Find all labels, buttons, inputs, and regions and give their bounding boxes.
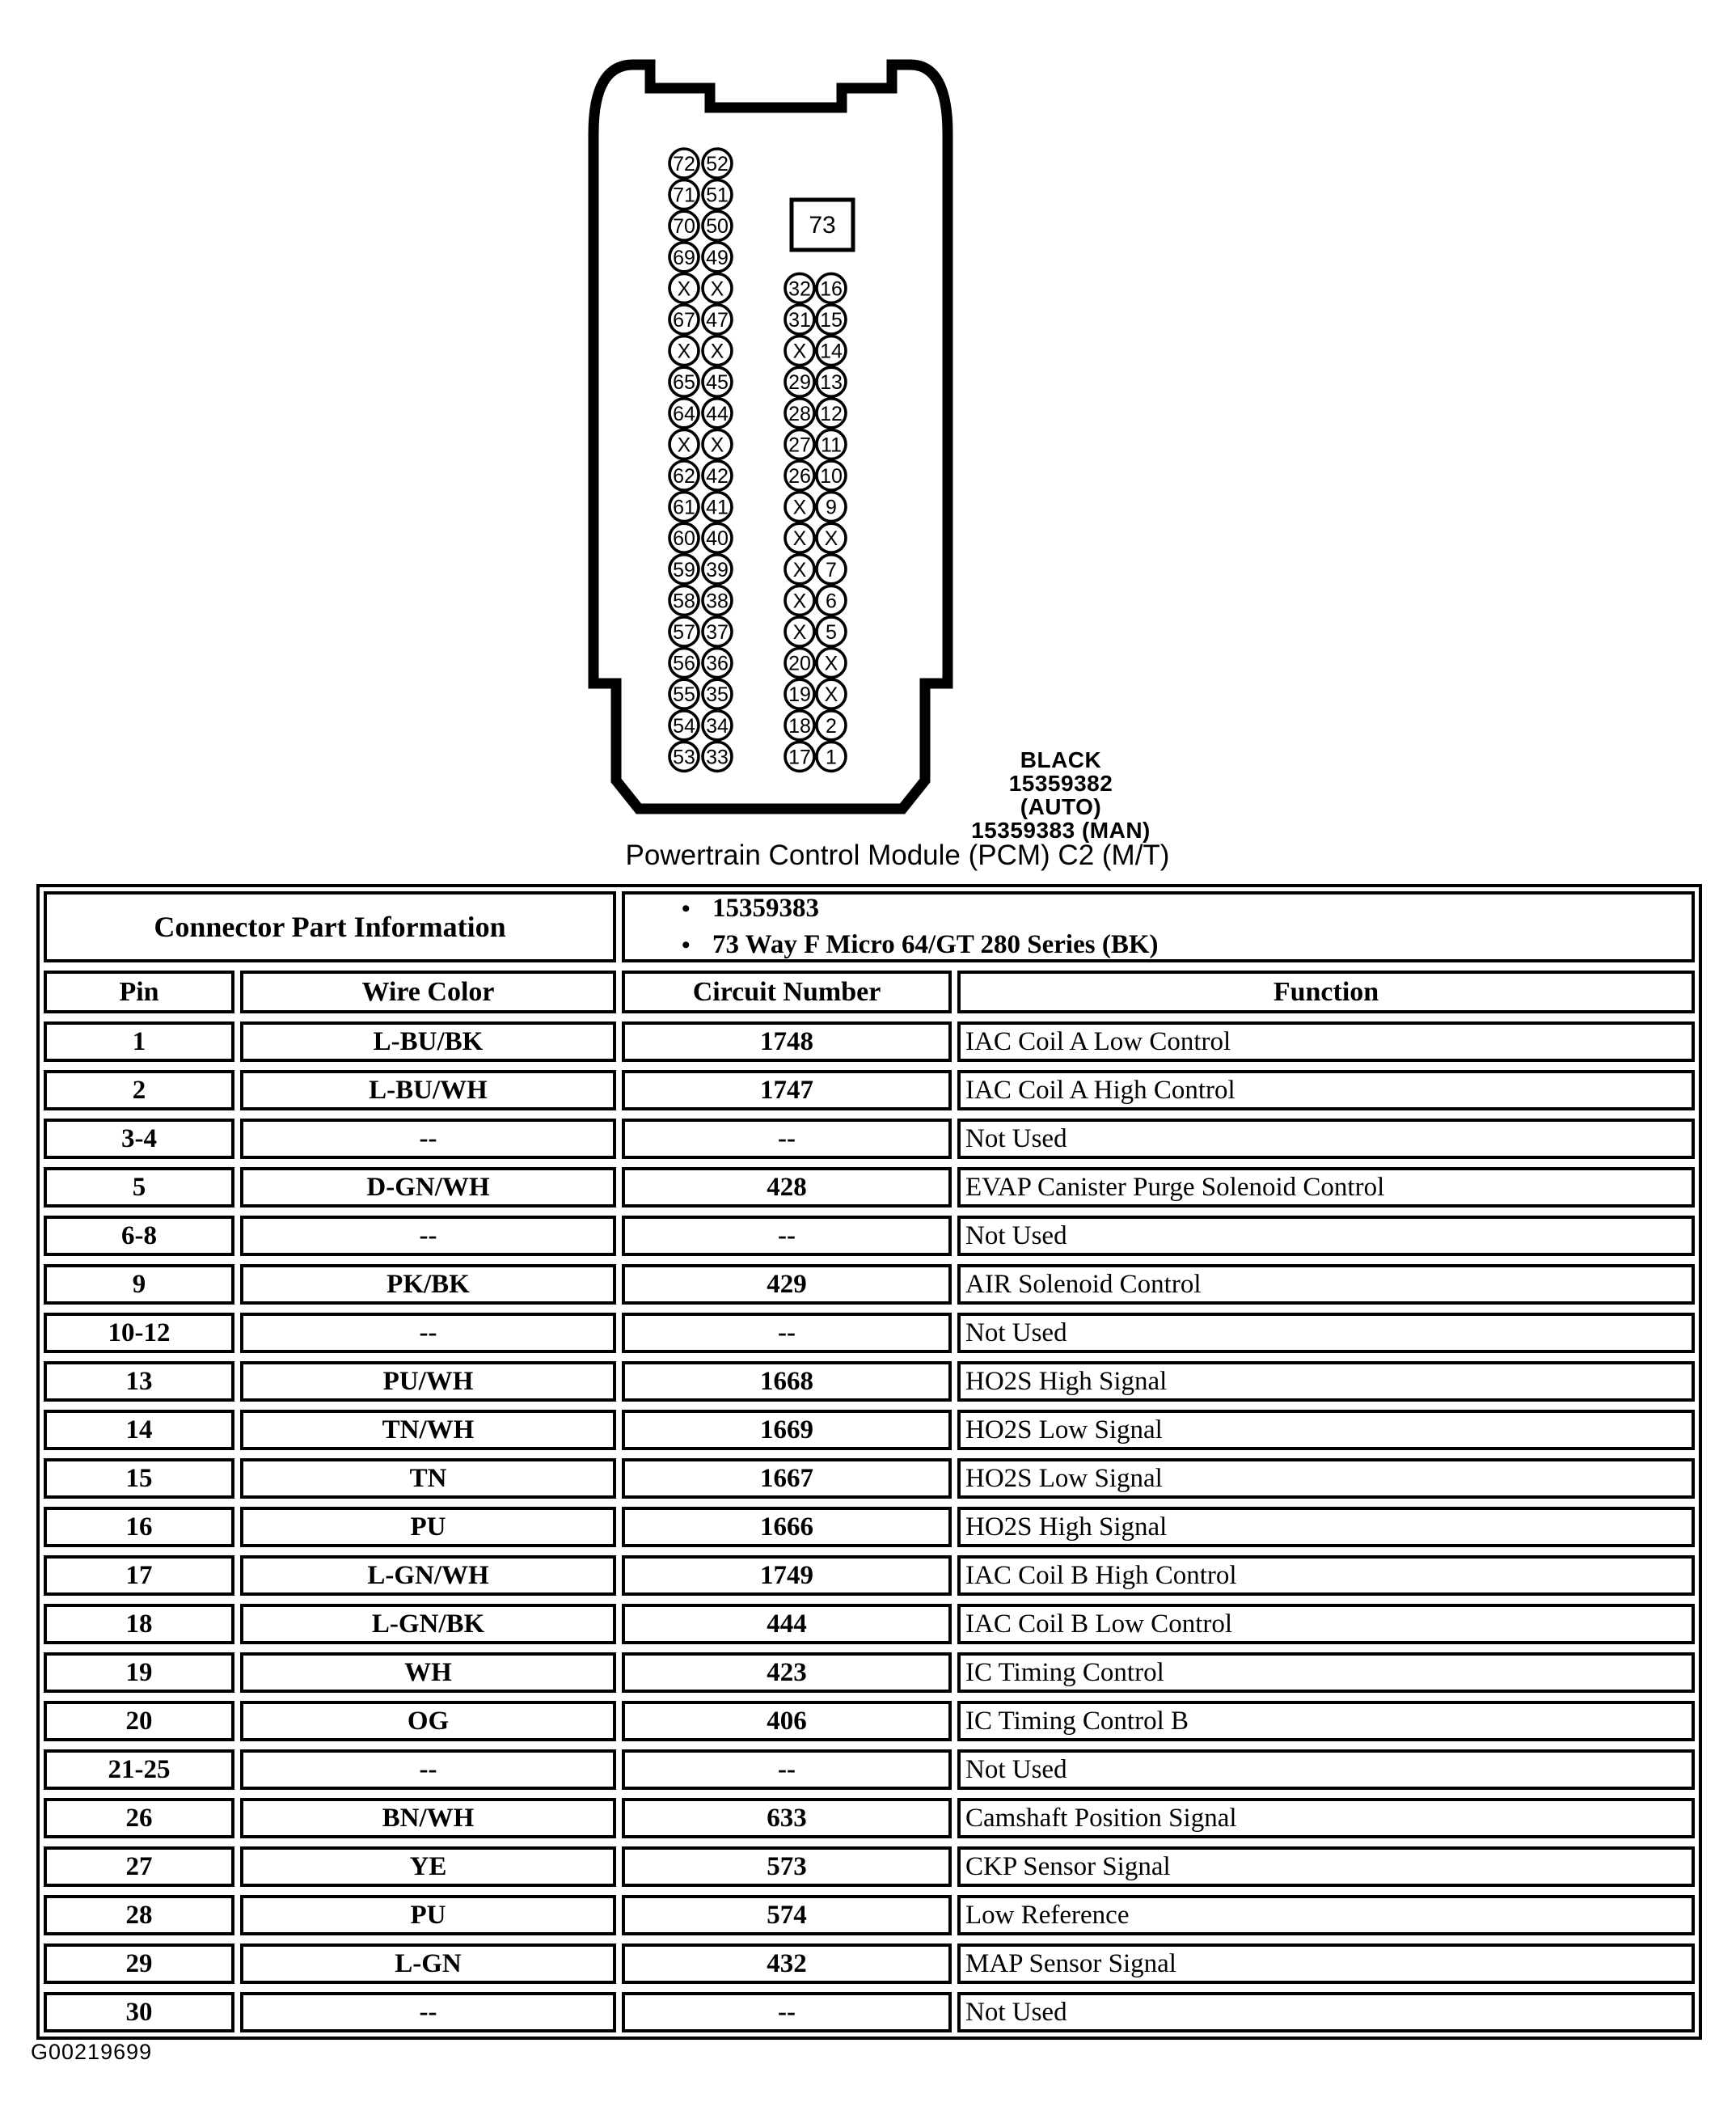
pin-number: 40 — [706, 527, 729, 551]
table-row — [44, 1798, 1695, 1838]
pin-number: 41 — [706, 496, 729, 519]
wire-color-cell: PU/WH — [240, 1361, 616, 1402]
circuit-number-cell: 406 — [622, 1701, 952, 1741]
pin-cell: 10-12 — [44, 1313, 234, 1353]
part-info-bullet-item: • 15359383 — [682, 891, 1692, 927]
pin-cell: 5 — [44, 1167, 234, 1208]
table-row — [44, 1604, 1695, 1644]
pin-number: 38 — [706, 590, 729, 613]
pin-number: 15 — [820, 309, 843, 332]
pin-number: X — [710, 434, 724, 457]
pin-number: 72 — [673, 153, 695, 176]
pin-number: 50 — [706, 215, 729, 239]
pin-cell: 9 — [44, 1264, 234, 1305]
pin-number: 14 — [820, 340, 843, 363]
function-cell: HO2S High Signal — [957, 1507, 1695, 1547]
circuit-number-cell: 1668 — [622, 1361, 952, 1402]
pin-number: 39 — [706, 558, 729, 582]
function-cell: HO2S Low Signal — [957, 1458, 1695, 1499]
table-row — [44, 1992, 1695, 2032]
pin-number: 13 — [820, 371, 843, 395]
table-row — [44, 1167, 1695, 1208]
pin-number: 42 — [706, 465, 729, 488]
pin-number: 7 — [826, 558, 837, 582]
pin-number: 49 — [706, 246, 729, 269]
wire-color-cell: -- — [240, 1216, 616, 1256]
pin-number: 20 — [788, 652, 811, 675]
pin-number: 61 — [673, 496, 695, 519]
function-cell: Not Used — [957, 1749, 1695, 1790]
pin-number: 71 — [673, 184, 695, 207]
pin-number: 19 — [788, 683, 811, 707]
function-cell: CKP Sensor Signal — [957, 1846, 1695, 1887]
wire-color-cell: BN/WH — [240, 1798, 616, 1838]
pin-number: X — [824, 683, 838, 707]
part-info-header-row — [44, 891, 1695, 962]
circuit-number-cell: 574 — [622, 1895, 952, 1935]
pin-number: 11 — [821, 434, 842, 457]
function-cell: Camshaft Position Signal — [957, 1798, 1695, 1838]
function-cell: IC Timing Control — [957, 1652, 1695, 1693]
circuit-number-cell: 1748 — [622, 1021, 952, 1062]
table-row — [44, 1070, 1695, 1110]
wire-color-cell: WH — [240, 1652, 616, 1693]
pin-number: X — [677, 340, 691, 363]
pin-number: X — [710, 277, 724, 301]
pin-number: 45 — [706, 371, 729, 395]
function-cell: Low Reference — [957, 1895, 1695, 1935]
column-header-cell: Function — [957, 971, 1695, 1013]
function-cell: MAP Sensor Signal — [957, 1943, 1695, 1984]
pin-number: 36 — [706, 652, 729, 675]
pin-number: X — [792, 621, 807, 644]
pin-number: 57 — [673, 621, 695, 644]
pin-number: 17 — [788, 746, 811, 769]
function-cell: EVAP Canister Purge Solenoid Control — [957, 1167, 1695, 1208]
circuit-number-cell: -- — [622, 1119, 952, 1159]
column-header-cell: Circuit Number — [622, 971, 952, 1013]
pin-cell: 15 — [44, 1458, 234, 1499]
pin-number: X — [792, 527, 807, 551]
table-row — [44, 1507, 1695, 1547]
table-row — [44, 1410, 1695, 1450]
table-row — [44, 1313, 1695, 1353]
pin-number: 67 — [673, 309, 695, 332]
pin-number: 52 — [706, 153, 729, 176]
table-row — [44, 1216, 1695, 1256]
pin-number: 53 — [673, 746, 695, 769]
pin-number: 62 — [673, 465, 695, 488]
circuit-number-cell: -- — [622, 1216, 952, 1256]
table-row — [44, 1458, 1695, 1499]
function-cell: Not Used — [957, 1119, 1695, 1159]
pin-number: X — [824, 527, 838, 551]
pin-number: 55 — [673, 683, 695, 707]
circuit-number-cell: 428 — [622, 1167, 952, 1208]
pin-number: 56 — [673, 652, 695, 675]
pin-number: 65 — [673, 371, 695, 395]
pin-number: 2 — [826, 714, 837, 738]
pinout-table — [36, 884, 1702, 2040]
circuit-number-cell: 423 — [622, 1652, 952, 1693]
function-cell: IAC Coil A Low Control — [957, 1021, 1695, 1062]
pin-cell: 20 — [44, 1701, 234, 1741]
pin-cell: 1 — [44, 1021, 234, 1062]
pin-cell: 14 — [44, 1410, 234, 1450]
pin-cell: 30 — [44, 1992, 234, 2032]
pin-cell: 18 — [44, 1604, 234, 1644]
function-cell: HO2S Low Signal — [957, 1410, 1695, 1450]
table-row — [44, 1119, 1695, 1159]
pin-number: 16 — [820, 277, 843, 301]
figure-id-footer: G00219699 — [31, 2040, 153, 2064]
circuit-number-cell: 1666 — [622, 1507, 952, 1547]
pin-number: X — [824, 652, 838, 675]
column-header-cell: Pin — [44, 971, 234, 1013]
wire-color-cell: PK/BK — [240, 1264, 616, 1305]
connector-outline — [593, 65, 948, 809]
pin-number: X — [792, 558, 807, 582]
function-cell: IAC Coil A High Control — [957, 1070, 1695, 1110]
keying-box-label: 73 — [809, 212, 836, 239]
circuit-number-cell: 573 — [622, 1846, 952, 1887]
wire-color-cell: OG — [240, 1701, 616, 1741]
pin-cell: 29 — [44, 1943, 234, 1984]
pin-number: 44 — [706, 402, 729, 425]
wire-color-cell: TN — [240, 1458, 616, 1499]
circuit-number-cell: 1669 — [622, 1410, 952, 1450]
pin-number: 28 — [788, 402, 811, 425]
connector-color-label — [967, 748, 1155, 842]
function-cell: Not Used — [957, 1216, 1695, 1256]
function-cell: IAC Coil B High Control — [957, 1555, 1695, 1596]
pin-cell: 26 — [44, 1798, 234, 1838]
table-row — [44, 1361, 1695, 1402]
part-info-label-cell: Connector Part Information — [44, 891, 616, 962]
pin-number: 34 — [706, 714, 729, 738]
pin-number: 32 — [788, 277, 811, 301]
pin-cell: 21-25 — [44, 1749, 234, 1790]
column-header-row — [44, 971, 1695, 1013]
table-row — [44, 1021, 1695, 1062]
pin-number: 27 — [788, 434, 811, 457]
wire-color-cell: D-GN/WH — [240, 1167, 616, 1208]
pin-number: 47 — [706, 309, 729, 332]
wire-color-cell: PU — [240, 1507, 616, 1547]
pin-number: 29 — [788, 371, 811, 395]
pin-number: 58 — [673, 590, 695, 613]
table-row — [44, 1701, 1695, 1741]
pin-number: 1 — [826, 746, 837, 769]
table-row — [44, 1555, 1695, 1596]
pin-number: 12 — [820, 402, 843, 425]
pin-number: 37 — [706, 621, 729, 644]
pin-number: 31 — [788, 309, 811, 332]
pin-number: 5 — [826, 621, 837, 644]
wire-color-cell: L-GN/WH — [240, 1555, 616, 1596]
pin-cell: 28 — [44, 1895, 234, 1935]
wire-color-cell: -- — [240, 1119, 616, 1159]
column-header-cell: Wire Color — [240, 971, 616, 1013]
pin-cell: 6-8 — [44, 1216, 234, 1256]
connector-color: BLACK — [1020, 747, 1102, 772]
function-cell: AIR Solenoid Control — [957, 1264, 1695, 1305]
table-row — [44, 1895, 1695, 1935]
connector-diagram — [534, 32, 986, 849]
figure-caption: Powertrain Control Module (PCM) C2 (M/T) — [625, 840, 1170, 871]
pin-cell: 2 — [44, 1070, 234, 1110]
wire-color-cell: -- — [240, 1992, 616, 2032]
function-cell: HO2S High Signal — [957, 1361, 1695, 1402]
wire-color-cell: -- — [240, 1313, 616, 1353]
pin-number: X — [677, 434, 691, 457]
pin-number: 18 — [788, 714, 811, 738]
pin-number: X — [677, 277, 691, 301]
connector-part-auto: 15359382 (AUTO) — [1008, 771, 1113, 819]
pin-number: 10 — [820, 465, 843, 488]
pin-number: 51 — [706, 184, 729, 207]
circuit-number-cell: 1747 — [622, 1070, 952, 1110]
circuit-number-cell: 633 — [622, 1798, 952, 1838]
pin-cell: 13 — [44, 1361, 234, 1402]
circuit-number-cell: 444 — [622, 1604, 952, 1644]
pin-number: 59 — [673, 558, 695, 582]
pin-number: 33 — [706, 746, 729, 769]
pin-number: 35 — [706, 683, 729, 707]
table-row — [44, 1652, 1695, 1693]
wire-color-cell: YE — [240, 1846, 616, 1887]
wire-color-cell: L-BU/BK — [240, 1021, 616, 1062]
circuit-number-cell: 1749 — [622, 1555, 952, 1596]
part-info-bullet-item: • 73 Way F Micro 64/GT 280 Series (BK) — [682, 927, 1692, 962]
circuit-number-cell: 429 — [622, 1264, 952, 1305]
pin-number: 60 — [673, 527, 695, 551]
pin-number: X — [710, 340, 724, 363]
wire-color-cell: L-BU/WH — [240, 1070, 616, 1110]
table-row — [44, 1943, 1695, 1984]
circuit-number-cell: -- — [622, 1313, 952, 1353]
pin-number: X — [792, 340, 807, 363]
circuit-number-cell: 1667 — [622, 1458, 952, 1499]
wire-color-cell: PU — [240, 1895, 616, 1935]
wire-color-cell: L-GN — [240, 1943, 616, 1984]
pin-number: 69 — [673, 246, 695, 269]
pin-cell: 27 — [44, 1846, 234, 1887]
pin-number: 54 — [673, 714, 695, 738]
function-cell: Not Used — [957, 1992, 1695, 2032]
pin-cell: 16 — [44, 1507, 234, 1547]
pin-number: 70 — [673, 215, 695, 239]
table-row — [44, 1749, 1695, 1790]
pin-number: 64 — [673, 402, 695, 425]
wire-color-cell: -- — [240, 1749, 616, 1790]
circuit-number-cell: -- — [622, 1749, 952, 1790]
connector-part-man: 15359383 (MAN) — [971, 818, 1151, 843]
circuit-number-cell: -- — [622, 1992, 952, 2032]
pin-number: 26 — [788, 465, 811, 488]
pin-number: 9 — [826, 496, 837, 519]
wire-color-cell: L-GN/BK — [240, 1604, 616, 1644]
part-info-items-cell — [622, 891, 1695, 962]
pin-number: 6 — [826, 590, 837, 613]
circuit-number-cell: 432 — [622, 1943, 952, 1984]
wire-color-cell: TN/WH — [240, 1410, 616, 1450]
table-row — [44, 1264, 1695, 1305]
pin-cell: 17 — [44, 1555, 234, 1596]
pin-number: X — [792, 496, 807, 519]
function-cell: Not Used — [957, 1313, 1695, 1353]
pin-number: X — [792, 590, 807, 613]
table-row — [44, 1846, 1695, 1887]
function-cell: IAC Coil B Low Control — [957, 1604, 1695, 1644]
pin-cell: 19 — [44, 1652, 234, 1693]
function-cell: IC Timing Control B — [957, 1701, 1695, 1741]
pin-cell: 3-4 — [44, 1119, 234, 1159]
